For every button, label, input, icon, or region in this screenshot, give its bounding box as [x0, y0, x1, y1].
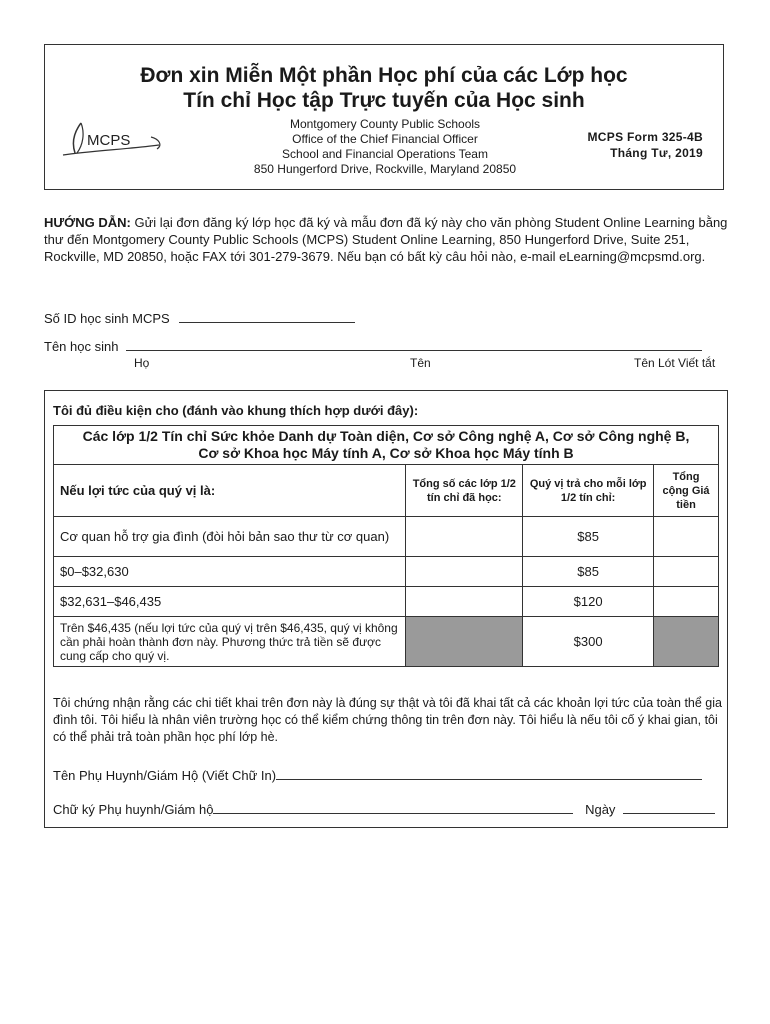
- student-id-label: Số ID học sinh MCPS: [44, 311, 170, 326]
- student-id-row: [44, 310, 355, 327]
- table-row: [54, 517, 719, 557]
- income-cell: Cơ quan hỗ trợ gia đình (đòi hỏi bản sao thư từ cơ quan): [54, 517, 406, 557]
- count-input[interactable]: [406, 557, 523, 587]
- instructions: [44, 214, 728, 265]
- student-name-row: [44, 338, 702, 355]
- logo-text: MCPS: [87, 132, 131, 149]
- disabled-cell: [406, 617, 523, 667]
- fee-table: [53, 425, 719, 667]
- eligibility-section: [44, 390, 728, 828]
- address-line: Office of the Chief Financial Officer: [292, 132, 478, 146]
- address-line: 850 Hungerford Drive, Rockville, Maryland 20850: [253, 162, 517, 176]
- price-cell: $85: [523, 557, 654, 587]
- form-title-line2: Tín chỉ Học tập Trực tuyến của Học sinh: [183, 89, 585, 112]
- office-address: [225, 117, 545, 177]
- middle-initial-label: Tên Lót Viết tắt: [634, 356, 716, 370]
- table-caption-line2: Cơ sở Khoa học Máy tính A, Cơ sở Khoa học Máy tính B: [198, 445, 574, 461]
- date-field[interactable]: [623, 801, 715, 814]
- count-input[interactable]: [406, 587, 523, 617]
- price-cell: $120: [523, 587, 654, 617]
- first-name-label: Tên: [410, 356, 431, 370]
- disabled-cell: [654, 617, 719, 667]
- table-caption: [54, 426, 719, 465]
- last-name-label: Họ: [134, 356, 150, 370]
- date-label: Ngày: [585, 802, 616, 817]
- signature-row: [53, 801, 715, 817]
- mcps-logo: [59, 115, 169, 165]
- col-count-header: Tổng số các lớp 1/2 tín chỉ đã học:: [406, 465, 523, 517]
- table-caption-line1: Các lớp 1/2 Tín chỉ Sức khỏe Danh dự Toàn diện, Cơ sở Công nghệ A, Cơ sở Công nghệ B,: [82, 428, 690, 444]
- table-row: [54, 617, 719, 667]
- form-title: [45, 63, 723, 113]
- form-date: Tháng Tư, 2019: [610, 146, 703, 160]
- instructions-label: HƯỚNG DẪN:: [44, 215, 131, 230]
- total-input[interactable]: [654, 587, 719, 617]
- income-cell: Trên $46,435 (nếu lợi tức của quý vị trên $46,435, quý vị không cần phải hoàn thành đơn này. Phương thức trả tiền sẽ được cung cấp cho quý vị.: [54, 617, 406, 667]
- student-name-label: Tên học sinh: [44, 339, 119, 354]
- guardian-name-label: Tên Phụ Huynh/Giám Hộ (Viết Chữ In): [53, 768, 277, 783]
- table-row: [54, 587, 719, 617]
- form-id: [588, 129, 704, 161]
- total-input[interactable]: [654, 517, 719, 557]
- address-line: School and Financial Operations Team: [282, 147, 488, 161]
- student-id-field[interactable]: [179, 310, 355, 323]
- form-title-line1: Đơn xin Miễn Một phần Học phí của các Lớp học: [140, 64, 628, 87]
- student-name-field[interactable]: [126, 338, 702, 351]
- total-input[interactable]: [654, 557, 719, 587]
- table-row: [54, 557, 719, 587]
- guardian-name-row: [53, 767, 702, 783]
- count-input[interactable]: [406, 517, 523, 557]
- income-cell: $32,631–$46,435: [54, 587, 406, 617]
- form-header: [44, 44, 724, 190]
- mcps-logo-icon: [59, 115, 169, 165]
- form-number: MCPS Form 325-4B: [587, 130, 703, 144]
- col-price-header: Quý vị trả cho mỗi lớp 1/2 tín chỉ:: [523, 465, 654, 517]
- signature-field[interactable]: [213, 801, 573, 814]
- eligibility-title: Tôi đủ điều kiện cho (đánh vào khung thích hợp dưới đây):: [53, 403, 419, 418]
- guardian-name-field[interactable]: [276, 767, 702, 780]
- certification-text: Tôi chứng nhận rằng các chi tiết khai trên đơn này là đúng sự thật và tôi đã khai tất cả các khoản lợi tức của toàn thể gia đình tôi. Tôi hiểu là nhân viên trường học có thể kiểm chứng thông tin trên đơn này. Tôi hiểu là nếu tôi cố ý khai gian, tôi có thể phải trả toàn phần học phí lớp hè.: [53, 696, 722, 744]
- address-line: Montgomery County Public Schools: [289, 117, 481, 131]
- col-total-header: Tổng cộng Giá tiền: [654, 465, 719, 517]
- instructions-text: Gửi lại đơn đăng ký lớp học đã ký và mẫu đơn đã ký này cho văn phòng Student Online Learning bằng thư đến Montgomery County Public Schools (MCPS) Student Online Learning, 850 Hungerford Drive, Suite 251, Rockville, MD 20850, hoặc FAX tới 301-279-3679. Nếu bạn có bất kỳ câu hỏi nào, e-mail eLearning@mcpsmd.org.: [44, 215, 728, 264]
- col-income-header: Nếu lợi tức của quý vị là:: [54, 465, 406, 517]
- signature-label: Chữ ký Phụ huynh/Giám hộ: [53, 802, 214, 817]
- price-cell: $85: [523, 517, 654, 557]
- income-cell: $0–$32,630: [54, 557, 406, 587]
- price-cell: $300: [523, 617, 654, 667]
